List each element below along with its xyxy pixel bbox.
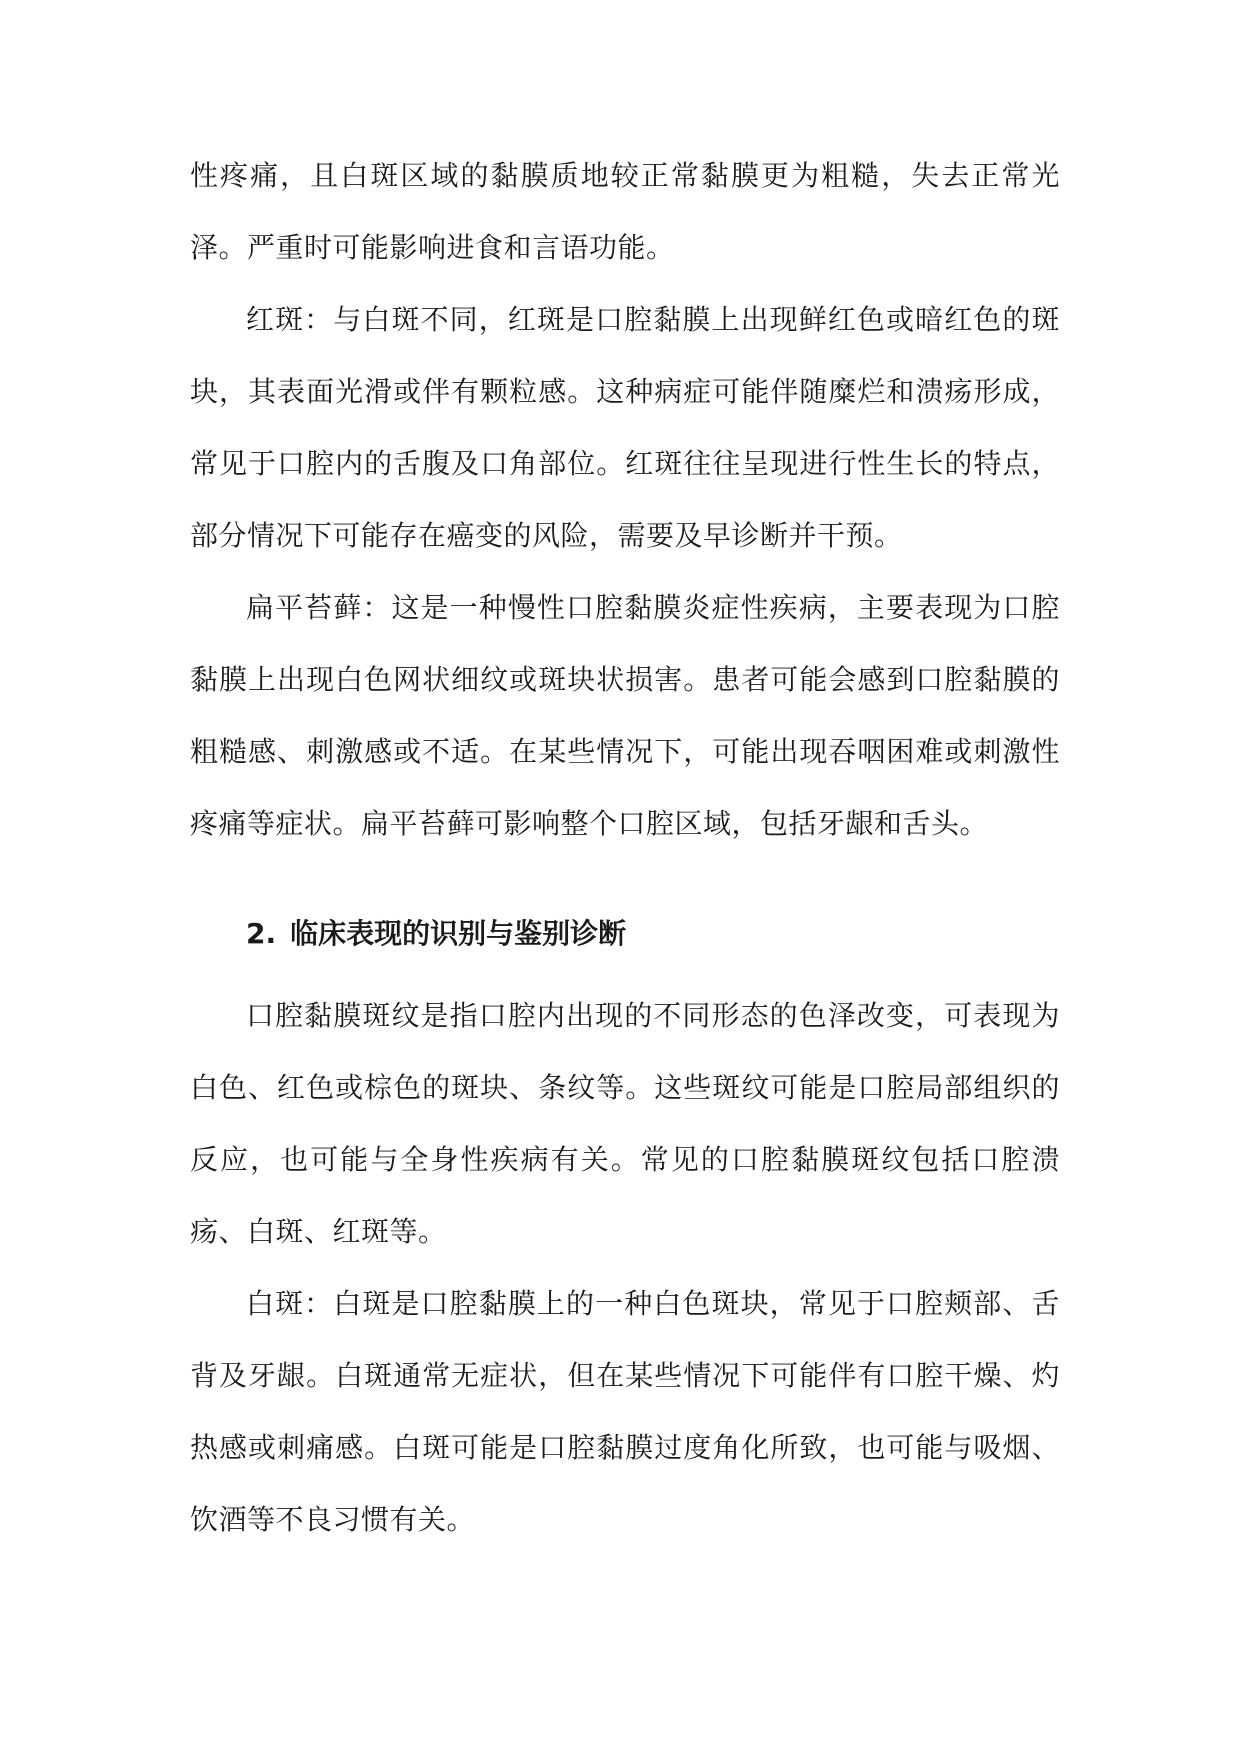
paragraph-erythroplakia: 红斑：与白斑不同，红斑是口腔黏膜上出现鲜红色或暗红色的斑块，其表面光滑或伴有颗粒感。这种病症可能伴随糜烂和溃疡形成，常见于口腔内的舌腹及口角部位。红斑往往呈现进行性生长的特点，部分情况下可能存在癌变的风险，需要及早诊断并干预。 [190, 303, 1060, 552]
document-page [190, 140, 1060, 1556]
section-number: 2. [246, 917, 277, 950]
section-title: 临床表现的识别与鉴别诊断 [290, 917, 627, 950]
section-heading [190, 898, 1060, 970]
paragraph-mucosal-striae: 口腔黏膜斑纹是指口腔内出现的不同形态的色泽改变，可表现为白色、红色或棕色的斑块、条纹等。这些斑纹可能是口腔局部组织的反应，也可能与全身性疾病有关。常见的口腔黏膜斑纹包括口腔溃疡、白斑、红斑等。 [190, 999, 1060, 1248]
paragraph-leukoplakia: 白斑：白斑是口腔黏膜上的一种白色斑块，常见于口腔颊部、舌背及牙龈。白斑通常无症状，但在某些情况下可能伴有口腔干燥、灼热感或刺痛感。白斑可能是口腔黏膜过度角化所致，也可能与吸烟、饮酒等不良习惯有关。 [190, 1287, 1060, 1536]
paragraph-lichen-planus: 扁平苔藓：这是一种慢性口腔黏膜炎症性疾病，主要表现为口腔黏膜上出现白色网状细纹或斑块状损害。患者可能会感到口腔黏膜的粗糙感、刺激感或不适。在某些情况下，可能出现吞咽困难或刺激性疼痛等症状。扁平苔藓可影响整个口腔区域，包括牙龈和舌头。 [190, 591, 1060, 840]
paragraph-continuation: 性疼痛，且白斑区域的黏膜质地较正常黏膜更为粗糙，失去正常光泽。严重时可能影响进食和言语功能。 [190, 159, 1060, 264]
